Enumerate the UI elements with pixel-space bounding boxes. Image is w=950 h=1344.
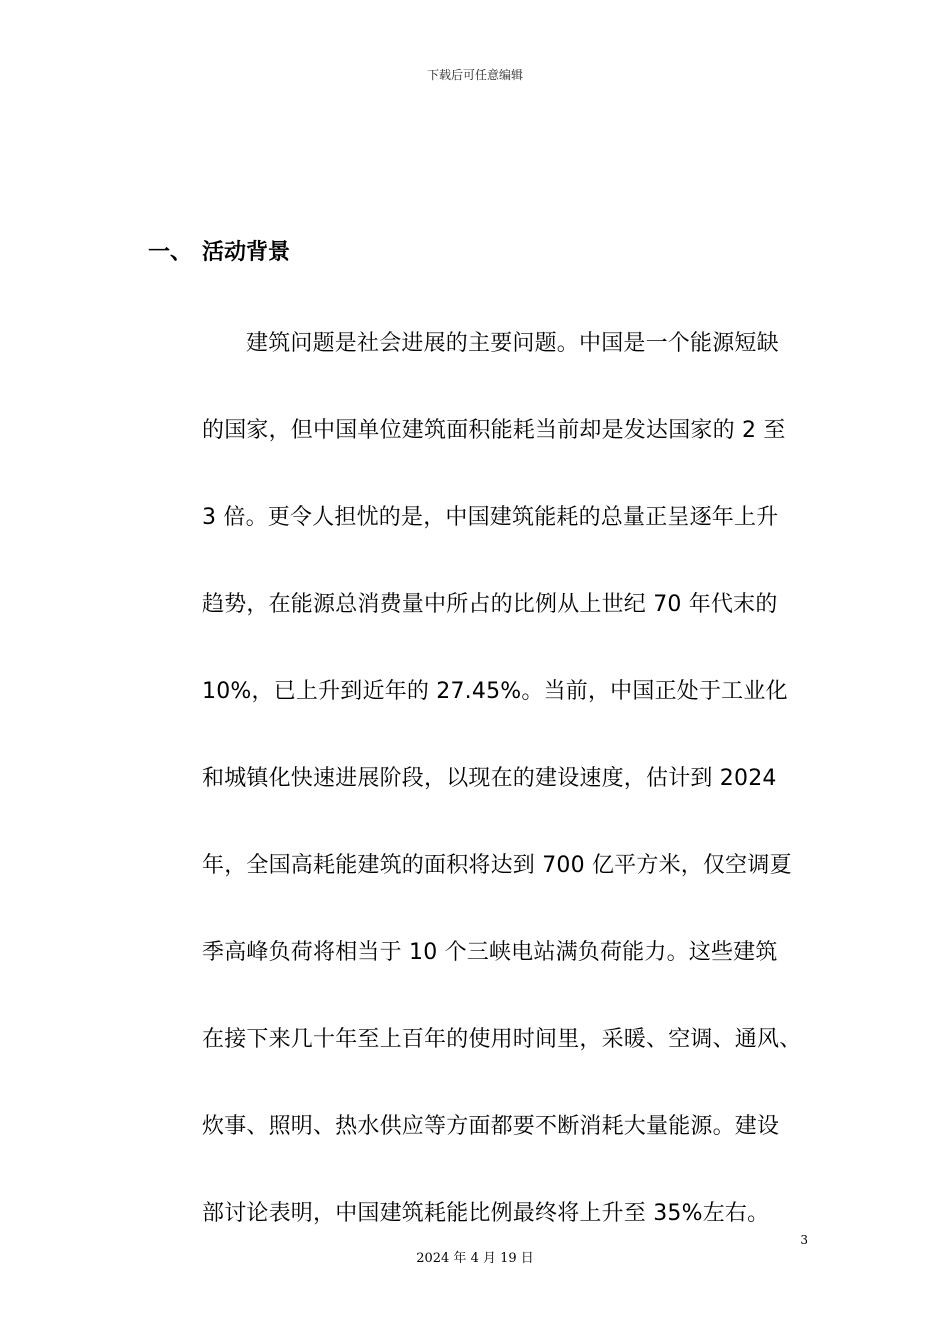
paragraph-line: 趋势，在能源总消费量中所占的比例从上世纪 70 年代末的	[202, 592, 778, 617]
section-title: 活动背景	[202, 240, 291, 265]
paragraph-line: 季高峰负荷将相当于 10 个三峡电站满负荷能力。这些建筑	[202, 940, 778, 965]
paragraph-line: 炊事、照明、热水供应等方面都要不断消耗大量能源。建设	[202, 1114, 780, 1139]
paragraph-line: 3 倍。更令人担忧的是，中国建筑能耗的总量正呈逐年上升	[202, 505, 779, 530]
paragraph-line: 的国家，但中国单位建筑面积能耗当前却是发达国家的 2 至	[202, 418, 786, 443]
paragraph-line: 在接下来几十年至上百年的使用时间里，采暖、空调、通风、	[202, 1027, 802, 1052]
body-paragraph	[202, 300, 842, 1257]
page-number: 3	[800, 1233, 808, 1247]
paragraph-line: 部讨论表明，中国建筑耗能比例最终将上升至 35%左右。	[202, 1201, 770, 1226]
paragraph-line: 和城镇化快速进展阶段，以现在的建设速度，估计到 2024	[202, 766, 777, 791]
section-heading	[148, 235, 290, 266]
header-note: 下载后可任意编辑	[426, 68, 523, 82]
footer-date: 2024 年 4 月 19 日	[416, 1251, 534, 1266]
paragraph-line: 10%，已上升到近年的 27.45%。当前，中国正处于工业化	[202, 679, 788, 704]
paragraph-line: 建筑问题是社会进展的主要问题。中国是一个能源短缺	[246, 331, 779, 356]
section-number: 一、	[148, 240, 193, 265]
paragraph-line: 年，全国高耗能建筑的面积将达到 700 亿平方米，仅空调夏	[202, 853, 792, 878]
